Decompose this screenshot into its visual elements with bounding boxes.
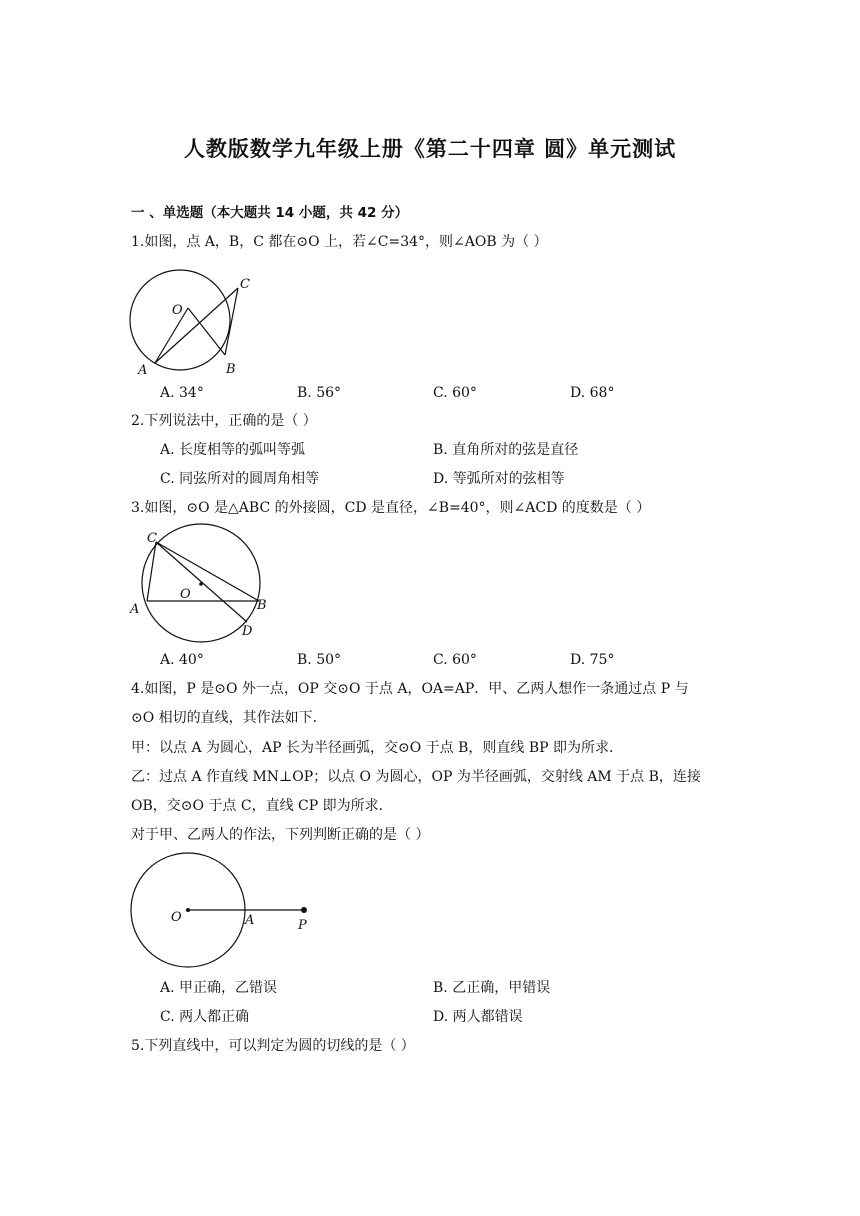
segment-cd: [156, 542, 247, 622]
label-o: O: [172, 303, 183, 318]
page-title: 人教版数学九年级上册《第二十四章 圆》单元测试: [183, 137, 677, 161]
q4-option-d[interactable]: D. 两人都错误: [433, 1009, 523, 1025]
q1-option-d[interactable]: D. 68°: [570, 385, 615, 401]
question-3-stem: 3.如图，⊙O 是△ABC 的外接圆，CD 是直径，∠B=40°，则∠ACD 的度数是（ ）: [131, 500, 651, 516]
label-o: O: [180, 587, 191, 602]
label-a: A: [130, 602, 140, 617]
label-a: A: [138, 363, 148, 378]
question-4-line-4: 乙：过点 A 作直线 MN⊥OP；以点 O 为圆心，OP 为半径画弧，交射线 AM 于点 B，连接: [131, 769, 701, 785]
question-4-line-5: OB，交⊙O 于点 C，直线 CP 即为所求．: [131, 798, 393, 814]
point-p: [301, 907, 307, 913]
q4-option-a[interactable]: A. 甲正确，乙错误: [160, 980, 278, 996]
label-o: O: [171, 910, 182, 925]
question-4-figure: [125, 852, 325, 972]
label-b: B: [226, 362, 236, 377]
q1-option-c[interactable]: C. 60°: [433, 385, 477, 401]
q4-option-c[interactable]: C. 两人都正确: [160, 1009, 250, 1025]
center-point: [186, 908, 190, 912]
circle-o: [130, 270, 230, 370]
question-1-stem: 1.如图，点 A，B，C 都在⊙O 上，若∠C=34°，则∠AOB 为（ ）: [131, 234, 548, 250]
label-p: P: [298, 918, 307, 933]
question-4-line-3: 甲：以点 A 为圆心，AP 长为半径画弧，交⊙O 于点 B，则直线 BP 即为所求．: [131, 740, 623, 756]
q2-option-d[interactable]: D. 等弧所对的弦相等: [433, 471, 565, 487]
question-1-figure: [120, 270, 270, 380]
q3-option-b[interactable]: B. 50°: [297, 652, 342, 668]
segment-ob: [188, 308, 225, 355]
question-4-line-2: ⊙O 相切的直线，其作法如下．: [131, 710, 327, 726]
q2-option-c[interactable]: C. 同弦所对的圆周角相等: [160, 471, 320, 487]
label-c: C: [147, 531, 157, 546]
question-2-stem: 2.下列说法中，正确的是（ ）: [131, 413, 317, 429]
label-b: B: [257, 598, 267, 613]
question-4-line-1: 4.如图，P 是⊙O 外一点，OP 交⊙O 于点 A，OA=AP．甲、乙两人想作一条通过点 P 与: [131, 681, 689, 697]
q2-option-b[interactable]: B. 直角所对的弦是直径: [433, 442, 579, 458]
label-a: A: [245, 913, 255, 928]
q2-option-a[interactable]: A. 长度相等的弧叫等弧: [160, 442, 306, 458]
q1-option-b[interactable]: B. 56°: [297, 385, 342, 401]
segment-cb: [156, 542, 259, 601]
q4-option-b[interactable]: B. 乙正确，甲错误: [433, 980, 551, 996]
question-4-line-6: 对于甲、乙两人的作法，下列判断正确的是（ ）: [131, 827, 430, 843]
question-5-stem: 5.下列直线中，可以判定为圆的切线的是（ ）: [131, 1038, 415, 1054]
q1-option-a[interactable]: A. 34°: [160, 385, 204, 401]
q3-option-a[interactable]: A. 40°: [160, 652, 204, 668]
q3-option-c[interactable]: C. 60°: [433, 652, 477, 668]
question-3-figure: [125, 525, 280, 650]
section-heading: 一 、单选题（本大题共 14 小题，共 42 分）: [131, 205, 409, 221]
label-d: D: [242, 624, 253, 639]
q3-option-d[interactable]: D. 75°: [570, 652, 615, 668]
label-c: C: [240, 277, 250, 292]
center-point: [199, 582, 203, 586]
